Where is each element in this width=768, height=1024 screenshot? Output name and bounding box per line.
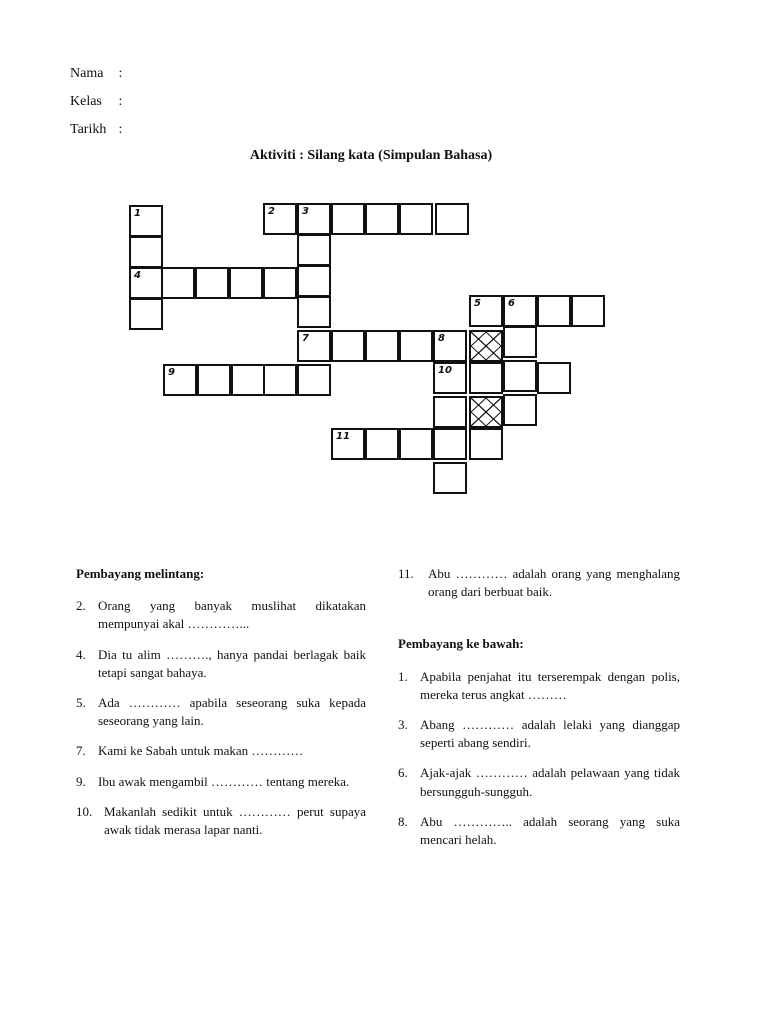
crossword-cell[interactable]	[331, 428, 365, 460]
crossword-cell[interactable]	[197, 364, 231, 396]
clue-text: Dia tu alim ………., hanya pandai berlagak baik tetapi sangat bahaya.	[98, 646, 366, 680]
date-label: Tarikh	[70, 122, 107, 137]
cross-hatch-icon	[471, 332, 501, 360]
crossword-cell[interactable]	[365, 428, 399, 460]
clue-number: 9.	[76, 773, 86, 789]
crossword-cell[interactable]	[469, 428, 503, 460]
crossword-cell[interactable]	[433, 396, 467, 428]
crossword-cell[interactable]	[503, 326, 537, 358]
clue-across-11	[398, 565, 680, 601]
name-colon: :	[118, 66, 123, 81]
clue-number-label: 2	[268, 206, 275, 217]
clue-text: Abang ………… adalah lelaki yang dianggap seperti abang sendiri.	[420, 716, 680, 751]
crossword-cell[interactable]	[297, 364, 331, 396]
crossword-cell[interactable]	[571, 295, 605, 327]
crossword-cell[interactable]	[297, 203, 331, 235]
crossword-cell[interactable]	[263, 203, 297, 235]
crossword-cell[interactable]	[161, 267, 195, 299]
clue-across-2	[76, 597, 366, 633]
clue-number-label: 5	[474, 298, 481, 309]
clue-number: 1.	[398, 668, 408, 684]
crossword-cell[interactable]	[297, 296, 331, 328]
crossword-cell[interactable]	[263, 364, 297, 396]
crossword-cell[interactable]	[537, 295, 571, 327]
clue-number-label: 1	[134, 208, 141, 219]
clue-number-label: 6	[508, 298, 515, 309]
crossword-cell[interactable]	[297, 234, 331, 266]
clue-number-label: 8	[438, 333, 445, 344]
crossword-cell[interactable]	[469, 362, 503, 394]
crossword-cell[interactable]	[365, 330, 399, 362]
clue-across-7	[76, 742, 366, 760]
clue-number: 5.	[76, 694, 86, 710]
crossword-cell[interactable]	[331, 203, 365, 235]
crossword-cell[interactable]	[537, 362, 571, 394]
clue-number: 6.	[398, 765, 408, 781]
across-clues	[76, 565, 366, 851]
clue-number: 10.	[76, 803, 93, 819]
clue-text: Abu ………… adalah orang yang menghalang orang dari berbuat baik.	[428, 566, 680, 600]
crossword-cell[interactable]	[231, 364, 265, 396]
crossword-cell[interactable]	[297, 330, 331, 362]
cross-hatch-icon	[471, 398, 501, 426]
clue-number-label: 10	[438, 365, 452, 376]
page-title: Aktiviti : Silang kata (Simpulan Bahasa)	[249, 148, 493, 163]
clue-text: Ada ………… apabila seseorang suka kepada seseorang yang lain.	[98, 694, 366, 729]
clue-text: Orang yang banyak muslihat dikatakan mempunyai akal …………...	[98, 598, 366, 632]
crossword-cell[interactable]	[399, 330, 433, 362]
clue-number: 7.	[76, 743, 86, 759]
crossword-cell[interactable]	[129, 298, 163, 330]
clue-text: Makanlah sedikit untuk ………… perut supaya awak tidak merasa lapar nanti.	[104, 803, 366, 837]
crossword-cell[interactable]	[433, 362, 467, 394]
crossword-cell[interactable]	[263, 267, 297, 299]
crossword-cell[interactable]	[503, 295, 537, 327]
crossword-cell[interactable]	[433, 330, 467, 362]
crossword-cell[interactable]	[229, 267, 263, 299]
clue-number-label: 9	[168, 367, 175, 378]
crossword-cell[interactable]	[129, 205, 163, 237]
crossword-cell[interactable]	[503, 360, 537, 392]
crossword-cell[interactable]	[399, 428, 433, 460]
crossword-cell[interactable]	[129, 267, 163, 299]
clue-down-1	[398, 668, 680, 704]
down-heading: Pembayang ke bawah:	[398, 636, 524, 652]
clue-number: 8.	[398, 813, 408, 829]
crossword-cell[interactable]	[163, 364, 197, 396]
crossword-cell[interactable]	[433, 428, 467, 460]
crossword-blocked-cell	[469, 330, 503, 362]
clue-down-6	[398, 764, 680, 800]
clue-number-label: 7	[302, 333, 309, 344]
crossword-cell[interactable]	[331, 330, 365, 362]
crossword-cell[interactable]	[297, 265, 331, 297]
crossword-cell[interactable]	[433, 462, 467, 494]
class-label: Kelas	[70, 94, 102, 109]
clue-text: Abu ………….. adalah seorang yang suka mencari helah.	[420, 813, 680, 847]
clue-number-label: 11	[336, 431, 350, 442]
crossword-cell[interactable]	[435, 203, 469, 235]
clue-across-5	[76, 694, 366, 730]
clue-number: 3.	[398, 716, 408, 732]
crossword-cell[interactable]	[503, 394, 537, 426]
clue-across-4	[76, 646, 366, 682]
across-heading: Pembayang melintang:	[76, 566, 205, 581]
clue-across-9	[76, 773, 366, 791]
right-column	[398, 565, 680, 861]
clue-down-8	[398, 813, 680, 849]
crossword-cell[interactable]	[129, 236, 163, 268]
clue-number: 11.	[398, 566, 414, 581]
clue-text: Apabila penjahat itu terserempak dengan polis, mereka terus angkat ………	[420, 668, 680, 702]
clue-text: Ibu awak mengambil ………… tentang mereka.	[98, 773, 350, 789]
clue-text: Kami ke Sabah untuk makan …………	[98, 743, 304, 759]
clue-text: Ajak-ajak ………… adalah pelawaan yang tidak bersungguh-sungguh.	[420, 765, 680, 799]
name-label: Nama	[70, 66, 104, 81]
clue-number-label: 3	[302, 206, 309, 217]
crossword-cell[interactable]	[195, 267, 229, 299]
clue-number-label: 4	[134, 270, 141, 281]
crossword-blocked-cell	[469, 396, 503, 428]
crossword-cell[interactable]	[469, 295, 503, 327]
crossword-cell[interactable]	[399, 203, 433, 235]
clue-down-3	[398, 716, 680, 752]
date-colon: :	[118, 122, 123, 137]
clue-number: 4.	[76, 646, 86, 662]
clue-across-10	[76, 803, 366, 839]
class-colon: :	[118, 94, 123, 109]
crossword-cell[interactable]	[365, 203, 399, 235]
clue-number: 2.	[76, 598, 86, 614]
